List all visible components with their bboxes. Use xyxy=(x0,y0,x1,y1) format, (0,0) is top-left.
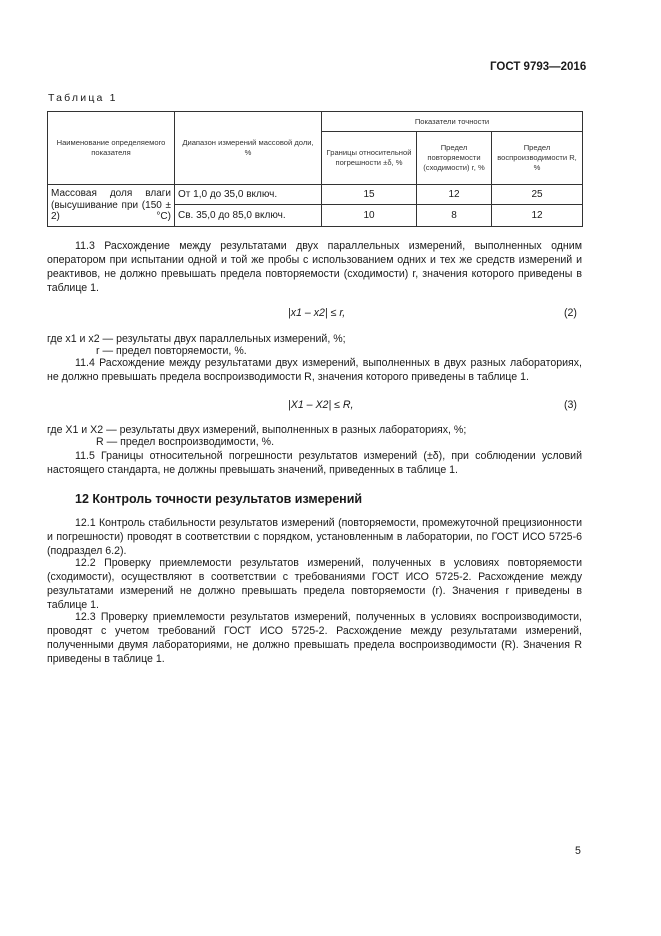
paragraph-11-3: 11.3 Расхождение между результатами двух параллельных измерений, выполненных одним оператором при испытании одной и той же пробы с использованием одних и тех же средств измерений и реактивов, не должно превышать предела повторяемости (сходимости) r, значения которого приведены в таблице 1. xyxy=(47,240,582,294)
formula-2: |x1 – x2| ≤ r, xyxy=(288,307,346,319)
col-header-repeatability: Предел повторяемости (сходимости) r, % xyxy=(417,132,492,185)
table-cell-r: 12 xyxy=(417,185,492,205)
table-cell-R: 25 xyxy=(492,185,583,205)
formula-3: |X1 – X2| ≤ R, xyxy=(288,399,354,411)
paragraph-12-2: 12.2 Проверку приемлемости результатов измерений, полученных в условиях повторяемости (сходимости), осуществляют в соответствии с требованиями ГОСТ ИСО 5725-2. Расхождение между результатами измерений не должно превышать предела повторяемости (r). Значения r приведены в таблице 1. xyxy=(47,557,582,611)
where-2-line1: где x1 и x2 — результаты двух параллельных измерений, %; xyxy=(47,333,346,345)
table-cell-R: 12 xyxy=(492,205,583,227)
col-header-range: Диапазон измерений массовой доли, % xyxy=(175,112,322,185)
paragraph-11-5: 11.5 Границы относительной погрешности результатов измерений (±δ), при соблюдении условий настоящего стандарта, не должны превышать значений, приведенных в таблице 1. xyxy=(47,450,582,476)
col-header-accuracy-group: Показатели точности xyxy=(322,112,583,132)
where-2-line2: r — предел повторяемости, %. xyxy=(96,345,247,357)
where-3-line1: где X1 и X2 — результаты двух измерений, выполненных в разных лабораториях, %; xyxy=(47,424,467,436)
paragraph-12-3: 12.3 Проверку приемлемости результатов измерений, полученных в условиях воспроизводимости, проводят с учетом требований ГОСТ ИСО 5725-2. Расхождение между результатами измерений, полученными двумя лабораториями, не должно превышать предела воспроизводимости (R). Значения R приведены в таблице 1. xyxy=(47,611,582,665)
col-header-indicator: Наименование определяемого показателя xyxy=(48,112,175,185)
table-cell-indicator: Массовая доля влаги (высушивание при (150 ± 2) °С) xyxy=(48,185,175,227)
paragraph-12-1: 12.1 Контроль стабильности результатов измерений (повторяемости, промежуточной прецизионности и погрешности) проводят в соответствии с порядком, установленным в лаборатории, по ГОСТ ИСО 5725-6 (подраздел 6.2). xyxy=(47,517,582,557)
col-header-delta: Границы относительной погрешности ±δ, % xyxy=(322,132,417,185)
formula-2-number: (2) xyxy=(564,307,577,319)
table-caption: Таблица 1 xyxy=(48,92,118,104)
table-cell-range: Св. 35,0 до 85,0 включ. xyxy=(175,205,322,227)
table-cell-delta: 15 xyxy=(322,185,417,205)
page-number: 5 xyxy=(575,845,581,857)
section-heading-12: 12 Контроль точности результатов измерений xyxy=(75,492,363,506)
formula-3-number: (3) xyxy=(564,399,577,411)
where-3-line2: R — предел воспроизводимости, %. xyxy=(96,436,275,448)
table-cell-delta: 10 xyxy=(322,205,417,227)
col-header-reproducibility: Предел воспроизводимости R, % xyxy=(492,132,583,185)
paragraph-11-4: 11.4 Расхождение между результатами двух измерений, выполненных в двух разных лабораториях, не должно превышать предела воспроизводимости R, значения которого приведены в таблице 1. xyxy=(47,357,582,383)
standard-code: ГОСТ 9793—2016 xyxy=(490,61,587,73)
table-cell-range: От 1,0 до 35,0 включ. xyxy=(175,185,322,205)
accuracy-table xyxy=(47,111,583,227)
table-cell-r: 8 xyxy=(417,205,492,227)
